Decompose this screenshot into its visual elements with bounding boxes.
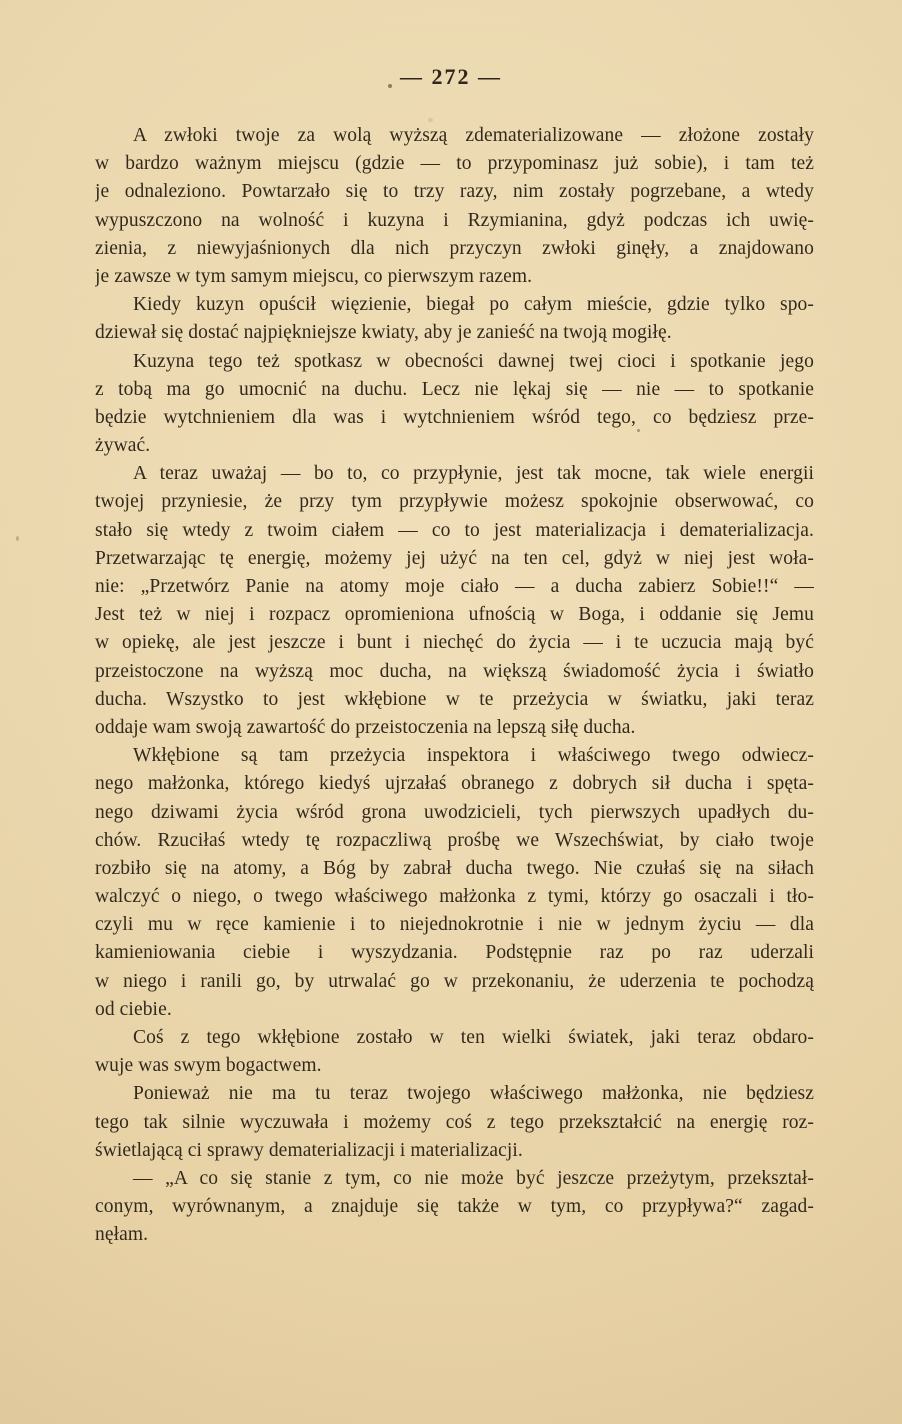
paragraph	[95, 291, 814, 347]
text-line: wypuszczono na wolność i kuzyna i Rzymianina, gdyż podczas ich uwię-	[95, 209, 814, 231]
text-line: Coś z tego wkłębione zostało w ten wielki światek, jaki teraz obdaro-	[133, 1027, 814, 1048]
text-line: — „A co się stanie z tym, co nie może być jeszcze przeżytym, przekształ-	[133, 1167, 814, 1189]
text-line: Wkłębione są tam przeżycia inspektora i właściwego twego odwiecz-	[133, 745, 814, 767]
paragraph	[95, 1080, 814, 1165]
text-line: Przetwarzając tę energię, możemy jej użyć na ten cel, gdyż w niej jest woła-	[95, 547, 814, 569]
text-line: twojej przyniesie, że przy tym przypływie możesz spokojnie obserwować, co	[95, 491, 814, 513]
text-line: Ponieważ nie ma tu teraz twojego właściwego małżonka, nie będziesz	[133, 1083, 814, 1105]
text-line: A zwłoki twoje za wolą wyższą zdematerializowane — złożone zostały	[133, 125, 814, 146]
text-line: je zawsze w tym samym miejscu, co pierwszym razem.	[95, 265, 533, 287]
text-line: Kiedy kuzyn opuścił więzienie, biegał po całym mieście, gdzie tylko spo-	[133, 294, 814, 316]
text-line: w niego i ranili go, by utrwalać go w przekonaniu, że uderzenia te pochodzą	[95, 970, 814, 992]
scan-speck	[16, 536, 19, 541]
text-line: żywać.	[95, 435, 151, 457]
text-line: dziewał się dostać najpiękniejsze kwiaty, aby je zanieść na twoją mogiłę.	[95, 322, 672, 344]
paragraph	[95, 348, 814, 461]
text-line: w opiekę, ale jest jeszcze i bunt i niechęć do życia — i te uczucia mają być	[95, 632, 814, 654]
text-line: nie: „Przetwórz Panie na atomy moje ciało — a ducha zabierz Sobie!!“ —	[95, 576, 814, 597]
text-block	[95, 122, 814, 1250]
text-line: świetlającą ci sprawy dematerializacji i materializacji.	[95, 1139, 523, 1161]
text-line: je odnaleziono. Powtarzało się to trzy razy, nim zostały pogrzebane, a wtedy	[95, 181, 814, 203]
text-line: tego tak silnie wyczuwała i możemy coś z tego przekształcić na energię roz-	[95, 1111, 814, 1133]
text-line: od ciebie.	[95, 998, 172, 1020]
text-line: z tobą ma go umocnić na duchu. Lecz nie lękaj się — nie — to spotkanie	[95, 378, 814, 400]
text-line: Kuzyna tego też spotkasz w obecności dawnej twej cioci i spotkanie jego	[133, 350, 814, 372]
text-line: przeistoczone na wyższą moc ducha, na większą świadomość życia i światło	[95, 660, 814, 682]
text-line: A teraz uważaj — bo to, co przypłynie, jest tak mocne, tak wiele energii	[133, 463, 814, 485]
paragraph	[95, 1024, 814, 1080]
text-line: wuje was swym bogactwem.	[95, 1055, 322, 1077]
page-number: — 272 —	[400, 64, 502, 89]
paragraph	[95, 742, 814, 1024]
paragraph	[95, 460, 814, 742]
text-line: conym, wyrównanym, a znajduje się także w tym, co przypływa?“ zagad-	[95, 1196, 814, 1218]
text-line: czyli mu w ręce kamienie i to niejednokrotnie i nie w jednym życiu — dla	[95, 914, 814, 936]
paragraph	[95, 122, 814, 291]
text-line: w bardzo ważnym miejscu (gdzie — to przypominasz już sobie), i tam też	[95, 153, 814, 175]
text-line: walczyć o niego, o twego właściwego małżonka z tymi, którzy go osaczali i tło-	[95, 886, 814, 908]
text-line: ducha. Wszystko to jest wkłębione w te przeżycia w światku, jaki teraz	[95, 688, 814, 710]
text-line: nego dziwami życia wśród grona uwodzicieli, tych pierwszych upadłych du-	[95, 801, 814, 823]
text-line: Jest też w niej i rozpacz opromieniona ufnością w Boga, i oddanie się Jemu	[95, 604, 814, 626]
text-line: stało się wtedy z twoim ciałem — co to jest materializacja i dematerializacja.	[95, 519, 814, 541]
text-line: kamieniowania ciebie i wyszydzania. Podstępnie raz po raz uderzali	[95, 942, 814, 964]
text-line: rozbiło się na atomy, a Bóg by zabrał ducha twego. Nie czułaś się na siłach	[95, 857, 814, 879]
paragraph	[95, 1165, 814, 1250]
text-line: nęłam.	[95, 1224, 149, 1246]
text-line: chów. Rzuciłaś wtedy tę rozpaczliwą prośbę we Wszechświat, by ciało twoje	[95, 829, 814, 851]
text-line: oddaje wam swoją zawartość do przeistoczenia na lepszą siłę ducha.	[95, 716, 636, 738]
text-line: będzie wytchnieniem dla was i wytchnieniem wśród tego, co będziesz prze-	[95, 406, 814, 428]
text-line: zienia, z niewyjaśnionych dla nich przyczyn zwłoki ginęły, a znajdowano	[95, 237, 814, 259]
text-line: nego małżonka, którego kiedyś ujrzałaś obranego z dobrych sił ducha i spęta-	[95, 773, 814, 795]
